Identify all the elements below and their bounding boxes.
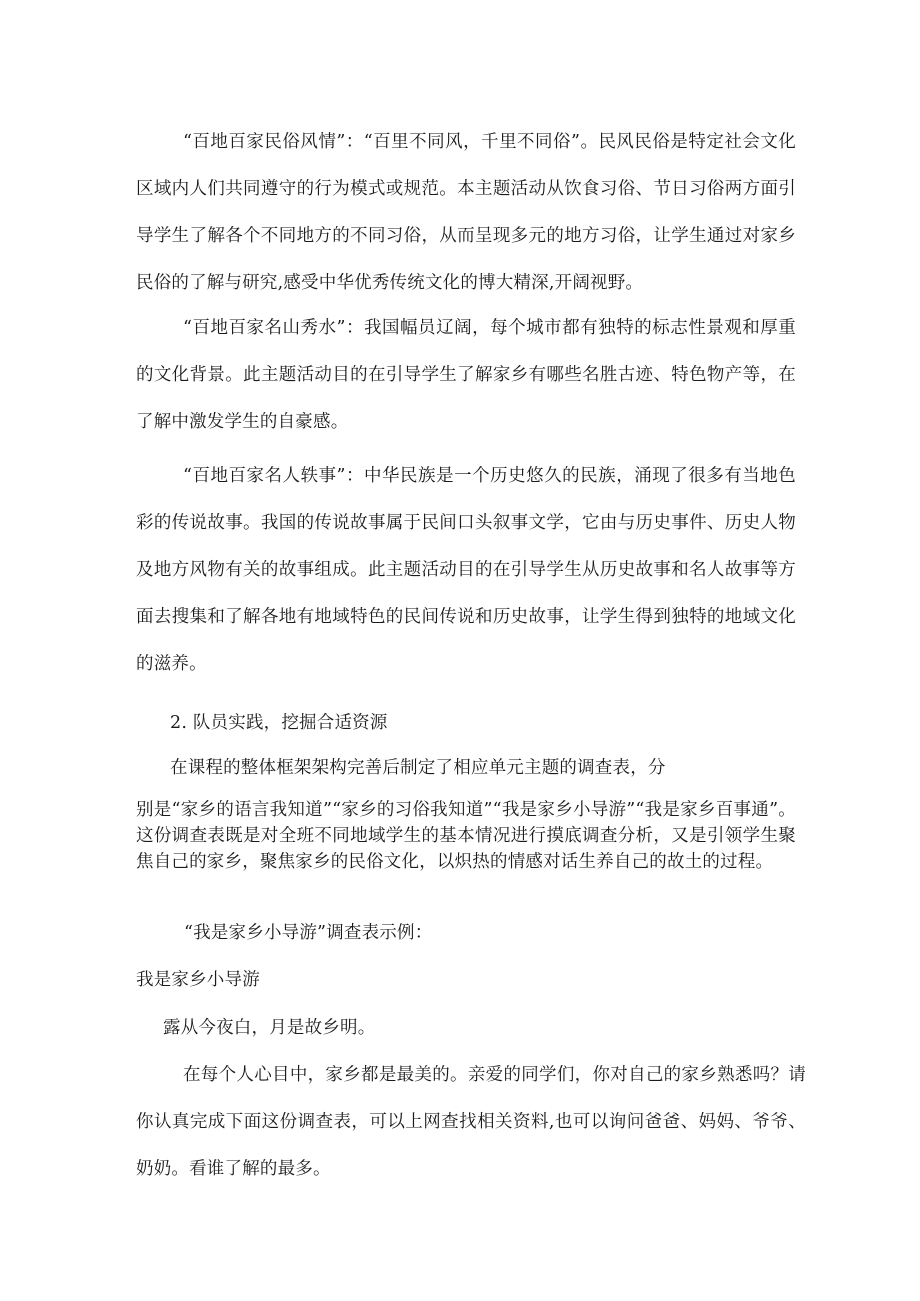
poem-line: 露从今夜白，月是故乡明。: [163, 1018, 376, 1038]
paragraph-invitation: 在每个人心目中，家乡都是最美的。亲爱的同学们，你对自己的家乡熟悉吗？请你认真完成下面这份调查表，可以上网查找相关资料,也可以询问爸爸、妈妈、爷爷、奶奶。看谁了解的最多。: [136, 1065, 806, 1179]
paragraph-famous-scenery: “百地百家名山秀水”：我国幅员辽阔，每个城市都有独特的标志性景观和厚重的文化背景。此主题活动目的在引导学生了解家乡有哪些名胜古迹、特色物产等，在了解中激发学生的自豪感。: [136, 318, 796, 432]
section-heading-practice: 2. 队员实践，挖掘合适资源: [170, 713, 388, 733]
paragraph-folk-customs: “百地百家民俗风情”：“百里不同风，千里不同俗”。民风民俗是特定社会文化区域内人们共同遵守的行为模式或规范。本主题活动从饮食习俗、节日习俗两方面引导学生了解各个不同地方的不同习俗，从而呈现多元的地方习俗，让学生通过对家乡民俗的了解与研究,感受中华优秀传统文化的博大精深,开阔视野。: [136, 132, 796, 293]
survey-title: 我是家乡小导游: [136, 970, 260, 990]
paragraph-framework-continuation: 别是“家乡的语言我知道”“家乡的习俗我知道”“我是家乡小导游”“我是家乡百事通”。这份调查表既是对全班不同地域学生的基本情况进行摸底调查分析，又是引领学生聚焦自己的家乡，聚焦家乡的民俗文化，以炽热的情感对话生养自己的故土的过程。: [136, 800, 796, 872]
paragraph-framework-first-line: 在课程的整体框架架构完善后制定了相应单元主题的调查表，分: [170, 758, 666, 778]
survey-example-intro: “我是家乡小导游”调查表示例：: [184, 923, 433, 943]
paragraph-famous-people-stories: “百地百家名人轶事”：中华民族是一个历史悠久的民族，涌现了很多有当地色彩的传说故事。我国的传说故事属于民间口头叙事文学，它由与历史事件、历史人物及地方风物有关的故事组成。此主题活动目的在引导学生从历史故事和名人故事等方面去搜集和了解各地有地域特色的民间传说和历史故事，让学生得到独特的地域文化的滋养。: [136, 466, 796, 674]
